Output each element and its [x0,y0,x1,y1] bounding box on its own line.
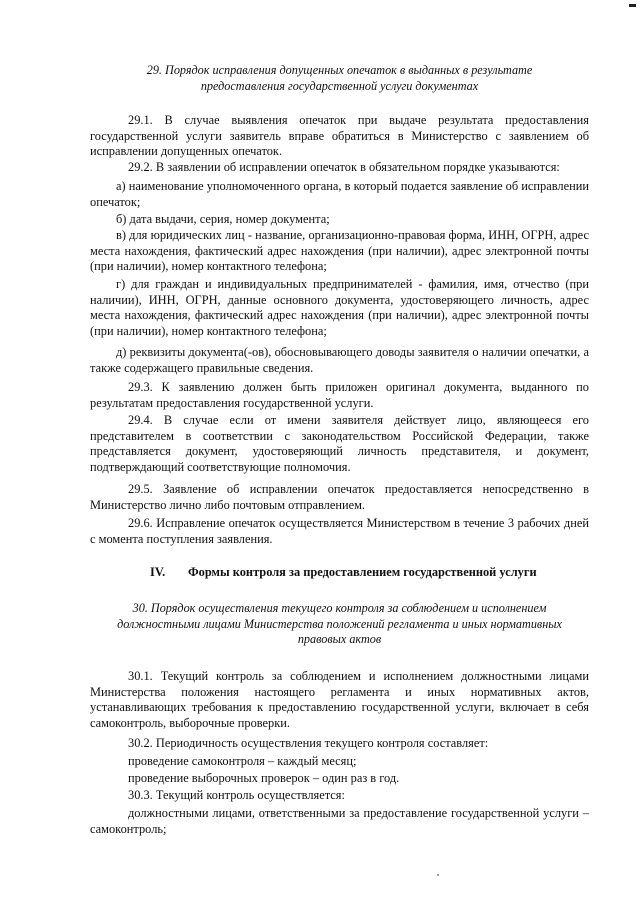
paragraph-29-3: 29.3. К заявлению должен быть приложен оригинал документа, выданного по результатам предоставления государственной услуги. [90,380,589,410]
heading-30-line2: должностными лицами Министерства положений регламента и иных нормативных [117,616,562,631]
paragraph-29-2-d: д) реквизиты документа(-ов), обосновывающего доводы заявителя о наличии опечатки, а также содержащего правильные сведения. [90,345,589,375]
paragraph-30-1: 30.1. Текущий контроль за соблюдением и исполнением должностными лицами Министерства положения настоящего регламента и иных нормативных актов, устанавливающих требования к предоставлению государственной услуги, включает в себя самоконтроль, выборочные проверки. [90,669,589,730]
section-4-text: Формы контроля за предоставлением государственной услуги [188,565,537,579]
heading-30-line1: 30. Порядок осуществления текущего контроля за соблюдением и исполнением [132,601,547,615]
scan-corner-mark [629,4,636,7]
heading-29-line1: 29. Порядок исправления допущенных опечаток в выданных в результате [146,63,533,77]
paragraph-29-2-v: в) для юридических лиц - название, организационно-правовая форма, ИНН, ОГРН, адрес места нахождения, фактический адрес нахождения (при наличии), адрес электронной почты (при наличии), номер контактного телефона; [90,228,589,274]
heading-29 [90,63,589,94]
paragraph-29-2-g: г) для граждан и индивидуальных предпринимателей - фамилия, имя, отчество (при наличии), ИНН, ОГРН, данные основного документа, удостоверяющего личность, адрес места нахождения, фактический адрес нахождения (при наличии), адрес электронной почты (при наличии), номер контактного телефона; [90,277,589,338]
paragraph-30-3: 30.3. Текущий контроль осуществляется: [128,788,345,802]
paragraph-29-2-b: б) дата выдачи, серия, номер документа; [116,212,330,226]
paragraph-29-5: 29.5. Заявление об исправлении опечаток предоставляется непосредственно в Министерство лично либо почтовым отправлением. [90,482,589,512]
paragraph-30-2-b: проведение выборочных проверок – один раз в год. [128,771,400,785]
paragraph-30-3-a: должностными лицами, ответственными за предоставление государственной услуги – самоконтроль; [90,806,589,836]
heading-30-line3: правовых актов [297,632,382,647]
paragraph-30-2: 30.2. Периодичность осуществления текущего контроля составляет: [128,736,489,750]
paragraph-29-1: 29.1. В случае выявления опечаток при выдаче результата предоставления государственной услуги заявитель вправе обратиться в Министерство с заявлением об исправлении допущенных опечаток. [90,113,589,159]
heading-30 [90,601,589,648]
paragraph-29-2: 29.2. В заявлении об исправлении опечаток в обязательном порядке указываются: [128,160,560,174]
paragraph-29-6: 29.6. Исправление опечаток осуществляется Министерством в течение 3 рабочих дней с момента поступления заявления. [90,516,589,546]
paragraph-30-2-a: проведение самоконтроля – каждый месяц; [128,754,357,768]
section-4-number: IV. [150,565,166,579]
paragraph-29-4: 29.4. В случае если от имени заявителя действует лицо, являющееся его представителем в соответствии с законодательством Российской Федерации, также представляется документ, удостоверяющий личность представителя, и документ, подтверждающий соответствующие полномочия. [90,413,589,474]
scan-dot-artifact [437,874,439,876]
paragraph-29-2-a: а) наименование уполномоченного органа, в который подается заявление об исправлении опечаток; [90,179,589,209]
heading-29-line2: предоставления государственной услуги документах [200,78,479,93]
